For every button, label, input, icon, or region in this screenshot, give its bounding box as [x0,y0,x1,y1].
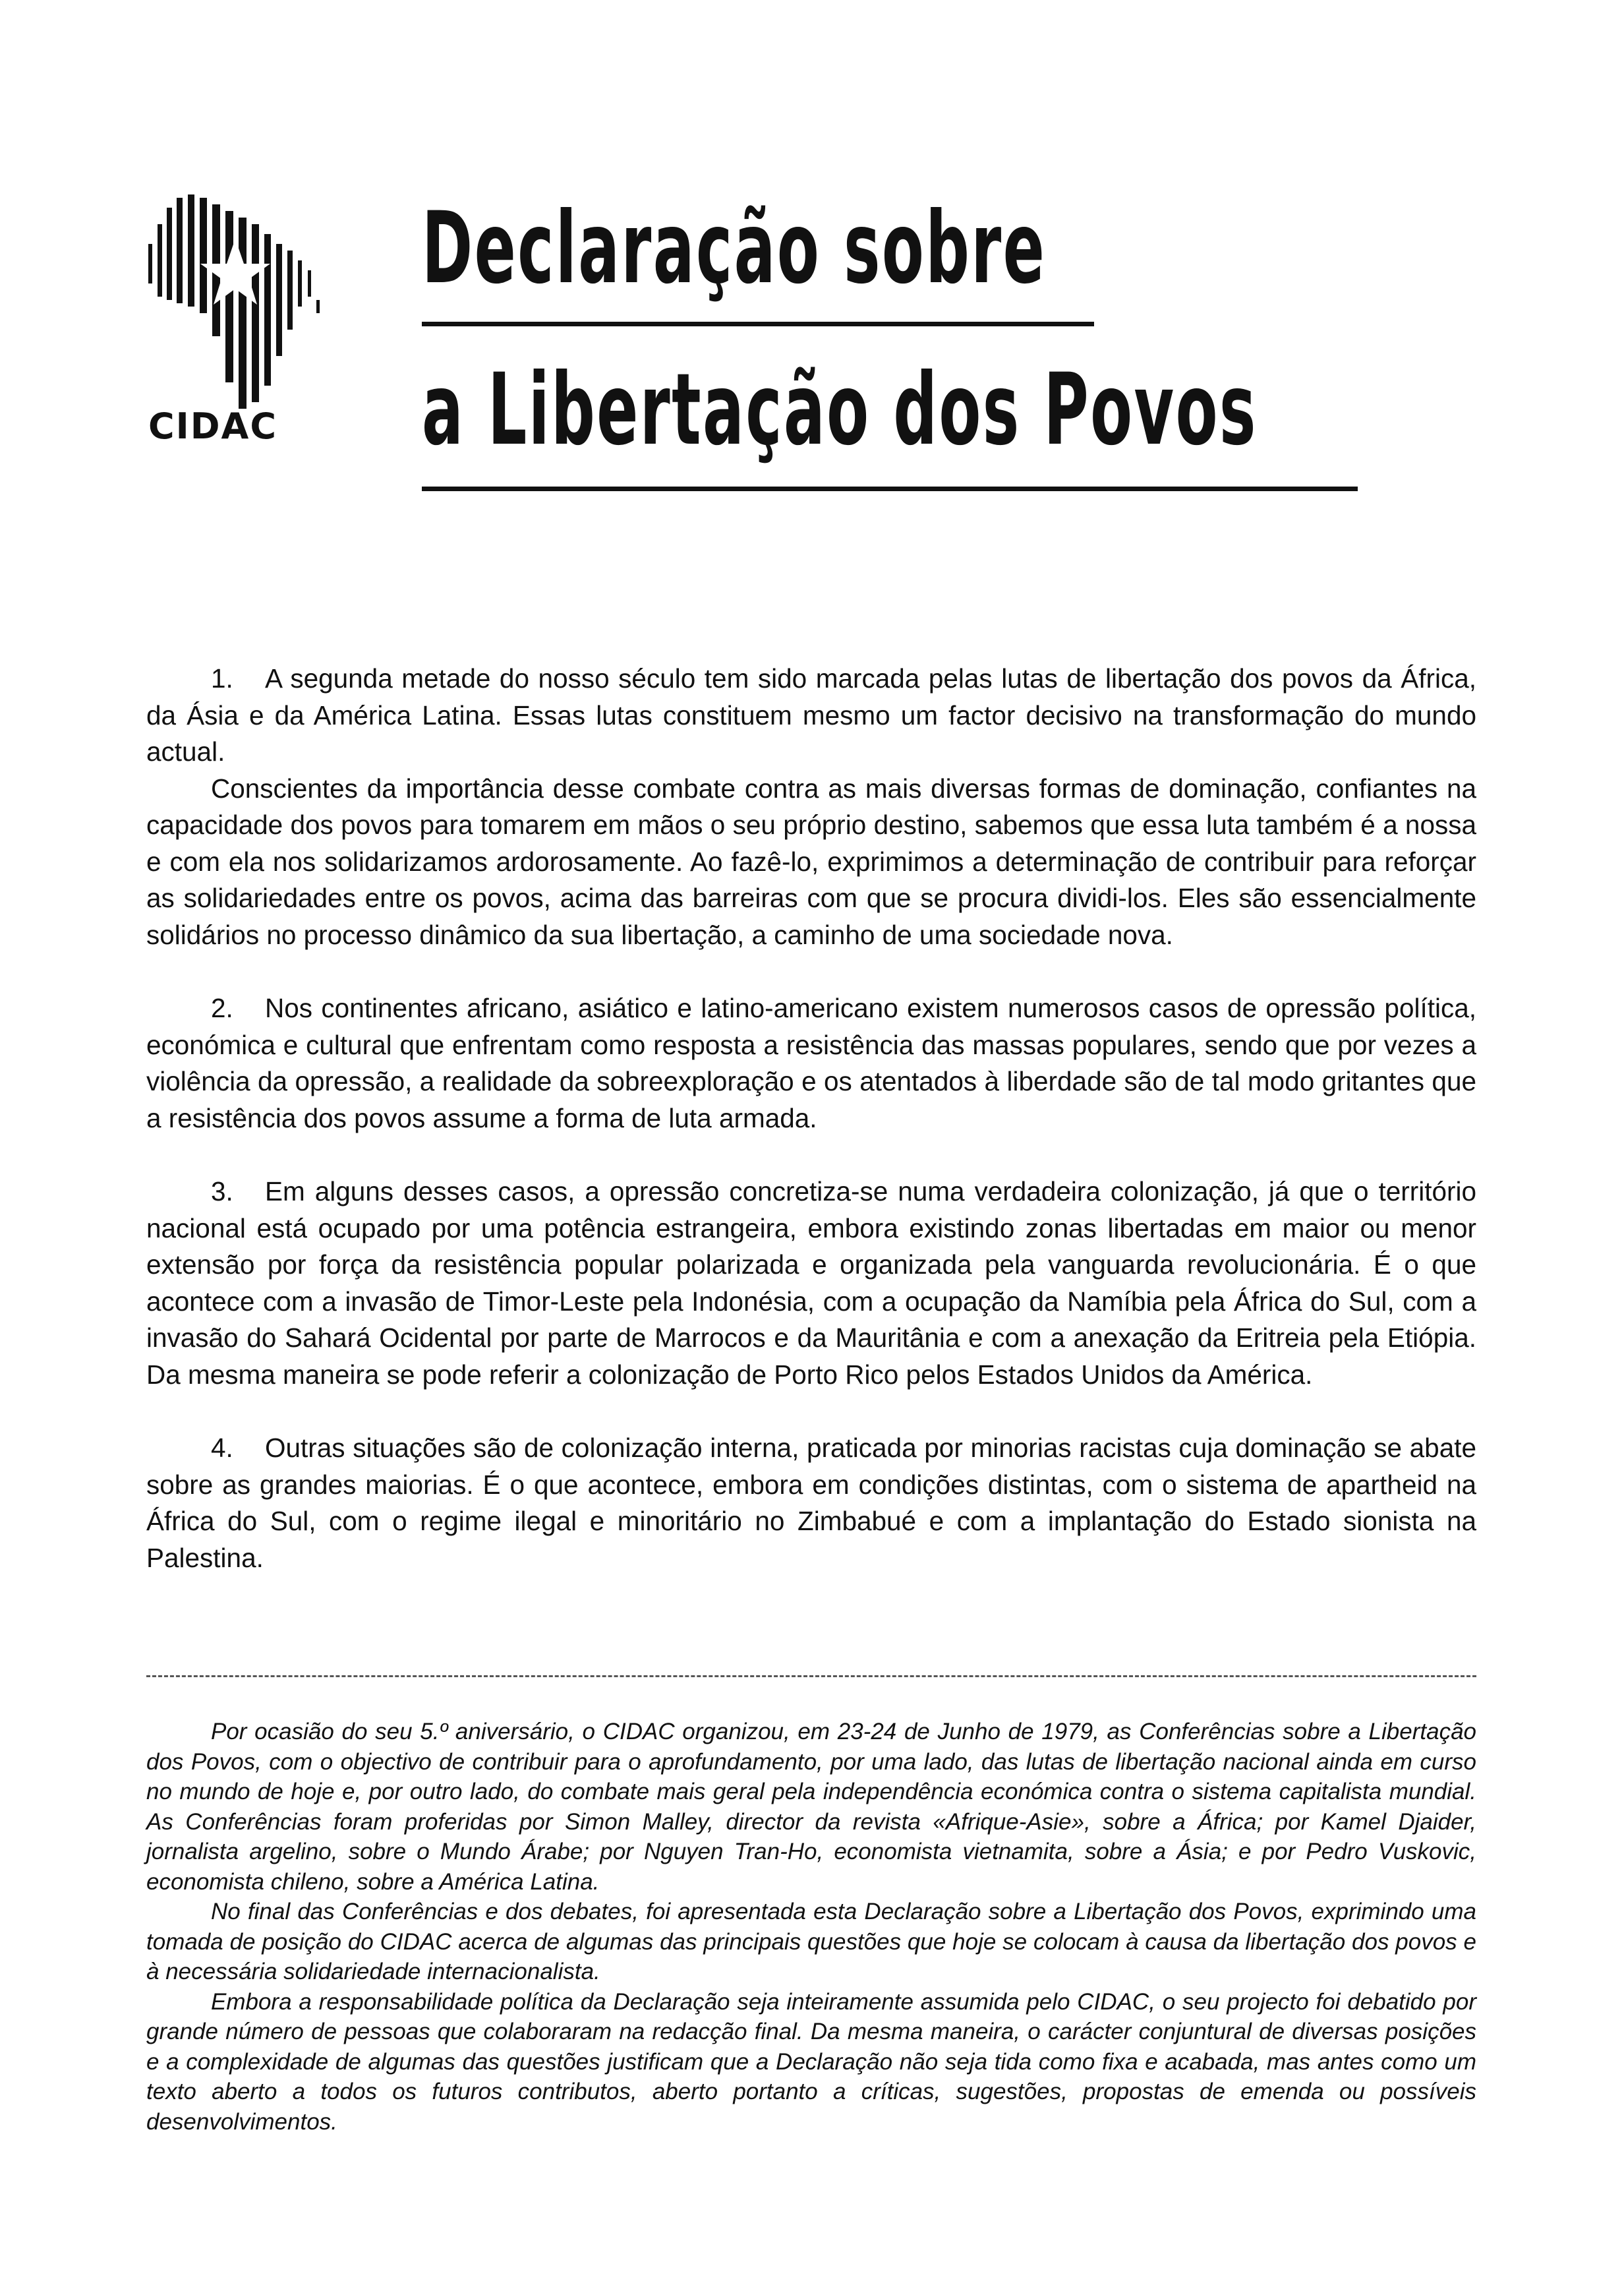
paragraph-text: Outras situações são de colonização interna, praticada por minorias racistas cuja dominação se abate sobre as grandes maiorias. É o que acontece, embora em condições distintas, com o sistema de apartheid na África do Sul, com o regime ilegal e minoritário no Zimbabué e com a implantação do Estado sionista na Palestina. [146,1433,1476,1573]
title-line-2: a Libertação dos Povos [422,353,1258,467]
title-underline-1 [422,322,1094,326]
cidac-logo-text: CIDAC [148,405,277,447]
title-underline-2 [422,487,1358,491]
paragraph-text: Nos continentes africano, asiático e latino-americano existem numerosos casos de opressão política, económica e cultural que enfrentam como resposta a resistência das massas populares, sendo que por vezes a violência da opressão, a realidade da sobreexploração e os atentados à liberdade são de tal modo gritantes que a resistência dos povos assume a forma de luta armada. [146,993,1476,1133]
paragraph-2 [146,990,1476,1137]
note-paragraph-2: No final das Conferências e dos debates, foi apresentada esta Declaração sobre a Libertação dos Povos, exprimindo uma tomada de posição do CIDAC acerca de algumas das principais questões que hoje se colocam à causa da libertação dos povos e à necessária solidariedade internacionalista. [146,1899,1476,1984]
editorial-note [146,1717,1476,2137]
paragraph-number: 1. [211,663,233,694]
paragraph-1 [146,661,1476,771]
note-paragraph-1: Por ocasião do seu 5.º aniversário, o CIDAC organizou, em 23-24 de Junho de 1979, as Conferências sobre a Libertação dos Povos, com o objectivo de contribuir para o aprofundamento, por uma lado, das lutas de libertação nacional ainda em curso no mundo de hoje e, por outro lado, do combate mais geral pela independência económica contra o sistema capitalista mundial. As Conferências foram proferidas por Simon Malley, director da revista «Afrique-Asie», sobre a África; por Kamel Djaider, jornalista argelino, sobre o Mundo Árabe; por Nguyen Tran-Ho, economista vietnamita, sobre a Ásia; e por Pedro Vuskovic, economista chileno, sobre a América Latina. [146,1719,1476,1895]
paragraph-number: 2. [211,993,233,1023]
title-line-1: Declaração sobre [422,191,1047,306]
section-divider [146,1675,1476,1677]
declaration-body [146,661,1476,1576]
paragraph-text: A segunda metade do nosso século tem sido marcada pelas lutas de libertação dos povos da África, da Ásia e da América Latina. Essas lutas constituem mesmo um factor decisivo na transformação do mundo actual. [146,663,1476,767]
paragraph-3 [146,1174,1476,1393]
paragraph-4 [146,1430,1476,1576]
paragraph-number: 3. [211,1176,233,1206]
paragraph-text: Em alguns desses casos, a opressão concretiza-se numa verdadeira colonização, já que o território nacional está ocupado por uma potência estrangeira, embora existindo zonas libertadas em maior ou menor extensão por força da resistência popular polarizada e organizada pela vanguarda revolucionária. É o que acontece com a invasão de Timor-Leste pela Indonésia, com a ocupação da Namíbia pela África do Sul, com a invasão do Sahará Ocidental por parte de Marrocos e da Mauritânia e com a anexação da Eritreia pela Etiópia. Da mesma maneira se pode referir a colonização de Porto Rico pelos Estados Unidos da América. [146,1176,1476,1390]
africa-star-icon [135,178,339,442]
paragraph-text: Conscientes da importância desse combate contra as mais diversas formas de dominação, confiantes na capacidade dos povos para tomarem em mãos o seu próprio destino, sabemos que essa luta também é a nossa e com ela nos solidarizamos ardorosamente. Ao fazê-lo, exprimimos a determinação de contribuir para reforçar as solidariedades entre os povos, acima das barreiras com que se procura dividi-los. Eles são essencialmente solidários no processo dinâmico da sua libertação, a caminho de uma sociedade nova. [146,773,1476,950]
paragraph-number: 4. [211,1433,233,1463]
paragraph-1b [146,771,1476,954]
note-paragraph-3: Embora a responsabilidade política da Declaração seja inteiramente assumida pelo CIDAC, o seu projecto foi debatido por grande número de pessoas que colaboraram na redacção final. Da mesma maneira, o carácter conjuntural de diversas posições e a complexidade de algumas das questões justificam que a Declaração não seja tida como fixa e acabada, mas antes como um texto aberto a todos os futuros contributos, aberto portanto a críticas, sugestões, propostas de emenda ou possíveis desenvolvimentos. [146,1988,1476,2135]
